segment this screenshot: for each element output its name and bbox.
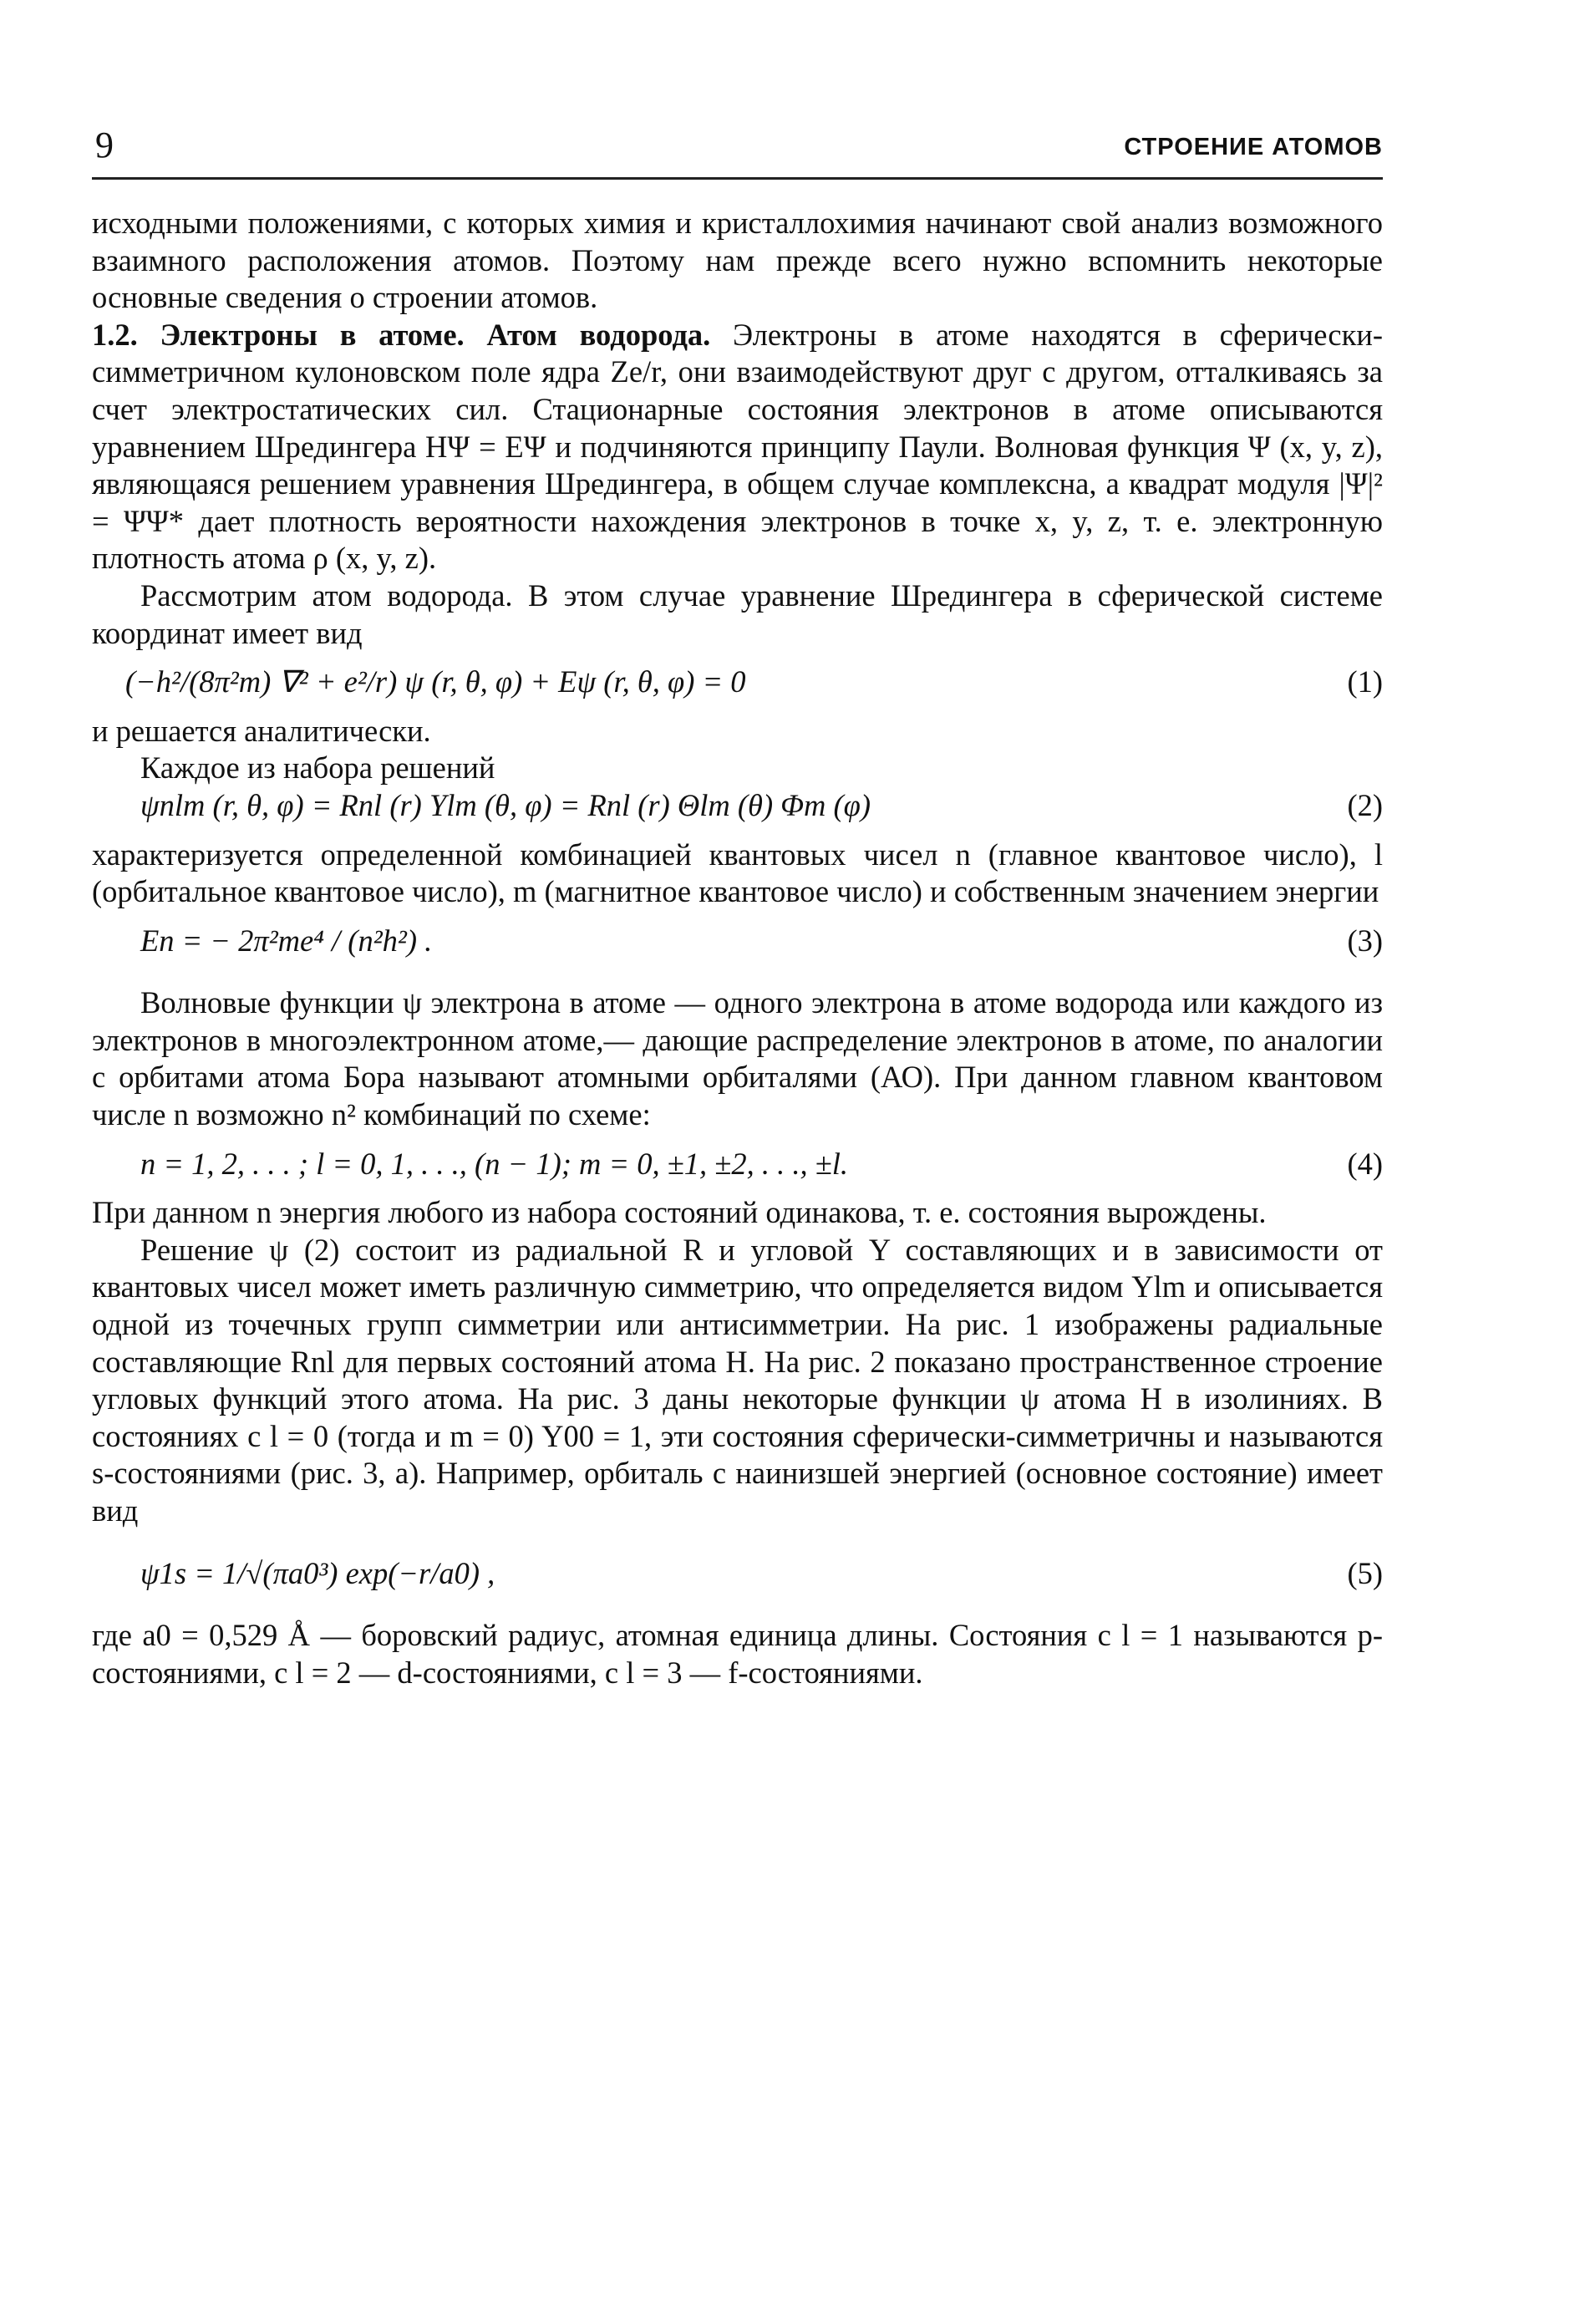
page-number: 9: [95, 125, 114, 165]
header-rule: [92, 177, 1383, 180]
page-body: [92, 205, 1383, 1691]
equation-2: [92, 787, 1383, 825]
paragraph-analytic: и решается аналитически.: [92, 713, 431, 748]
equation-5-number: (5): [1347, 1555, 1383, 1590]
equation-3: [92, 923, 1383, 960]
paragraph-degenerate: При данном n энергия любого из набора состояний одинакова, т. е. состояния вырождены.: [92, 1195, 1267, 1230]
paragraph-section-1-2: [92, 317, 1383, 577]
equation-3-body: En = − 2π²me⁴ / (n²h²) .: [140, 923, 433, 958]
equation-5-body: ψ1s = 1/√(πa0³) exp(−r/a0) ,: [140, 1555, 495, 1590]
paragraph-bohr-radius: где a0 = 0,529 Å — боровский радиус, атомная единица длины. Состояния с l = 1 называются p-состояниями, с l = 2 — d-состояниями, с l = 3 — f-состояниями.: [92, 1618, 1383, 1690]
equation-2-body: ψnlm (r, θ, φ) = Rnl (r) Ylm (θ, φ) = Rnl (r) Θlm (θ) Φm (φ): [140, 787, 871, 822]
equation-1: [92, 664, 1383, 701]
running-title: СТРОЕНИЕ АТОМОВ: [1124, 134, 1383, 160]
paragraph-intro: исходными положениями, с которых химия и кристаллохимия начинают свой анализ возможного взаимного расположения атомов. Поэтому нам прежде всего нужно вспомнить некоторые основные сведения о строении атомов.: [92, 206, 1383, 315]
equation-3-number: (3): [1347, 923, 1383, 958]
paragraph-quantum-numbers: характеризуется определенной комбинацией квантовых чисел n (главное квантовое число), l (орбитальное квантовое число), m (магнитное квантовое число) и собственным значением энергии: [92, 837, 1383, 909]
paragraph-solutions: Каждое из набора решений: [140, 750, 495, 786]
equation-4-number: (4): [1347, 1146, 1383, 1181]
paragraph-orbitals: Волновые функции ψ электрона в атоме — одного электрона в атоме водорода или каждого из электронов в многоэлектронном атоме,— дающие распределение электронов в атоме, по аналогии с орбитами атома Бора называют атомными орбиталями (АО). При данном главном квантовом числе n возможно n² комбинаций по схеме:: [92, 985, 1383, 1132]
equation-5: [92, 1555, 1383, 1593]
equation-4-body: n = 1, 2, . . . ; l = 0, 1, . . ., (n − 1); m = 0, ±1, ±2, . . ., ±l.: [140, 1146, 849, 1181]
equation-1-body: (−h²/(8π²m) ∇² + e²/r) ψ (r, θ, φ) + Eψ (r, θ, φ) = 0: [125, 664, 746, 699]
paragraph-solution-symmetry: Решение ψ (2) состоит из радиальной R и угловой Y составляющих и в зависимости от квантовых чисел может иметь различную симметрию, что определяется видом Ylm и описывается одной из точечных групп симметрии или антисимметрии. На рис. 1 изображены радиальные составляющие Rnl для первых состояний атома H. На рис. 2 показано пространственное строение угловых функций этого атома. На рис. 3 даны некоторые функции ψ атома H в изолиниях. В состояниях с l = 0 (тогда и m = 0) Y00 = 1, эти состояния сферически-симметричны и называются s-состояниями (рис. 3, а). Например, орбиталь с наинизшей энергией (основное состояние) имеет вид: [92, 1232, 1383, 1528]
section-title: 1.2. Электроны в атоме. Атом водорода.: [92, 317, 711, 352]
paragraph-hydrogen: Рассмотрим атом водорода. В этом случае уравнение Шредингера в сферической системе координат имеет вид: [92, 577, 1383, 650]
equation-4: [92, 1146, 1383, 1183]
equation-1-number: (1): [1347, 664, 1383, 699]
equation-2-number: (2): [1347, 787, 1383, 822]
page-header: [92, 124, 1383, 174]
paragraph-electrons: Электроны в атоме находятся в сферически-симметричном кулоновском поле ядра Ze/r, они взаимодействуют друг с другом, отталкиваясь за счет электростатических сил. Стационарные состояния электронов в атоме описываются уравнением Шредингера HΨ = EΨ и подчиняются принципу Паули. Волновая функция Ψ (x, y, z), являющаяся решением уравнения Шредингера, в общем случае комплексна, а квадрат модуля |Ψ|² = ΨΨ* дает плотность вероятности нахождения электронов в точке x, y, z, т. е. электронную плотность атома ρ (x, y, z).: [92, 317, 1384, 576]
